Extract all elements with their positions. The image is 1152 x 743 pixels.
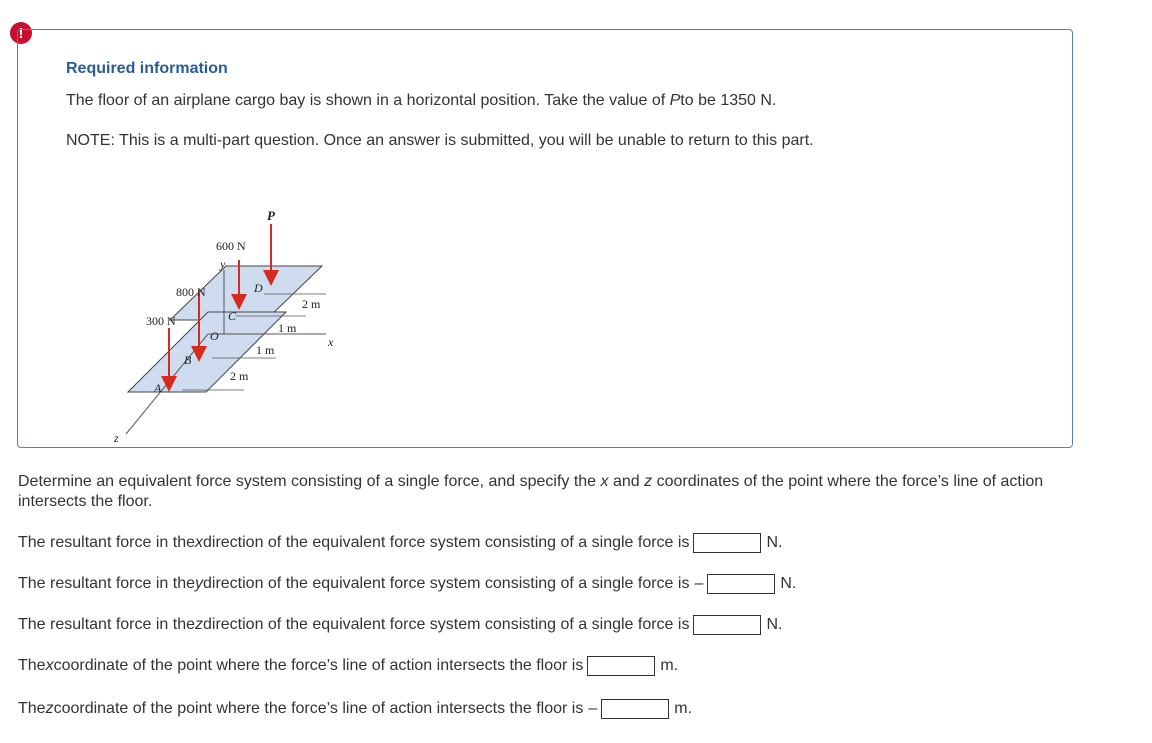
x-coordinate-input[interactable] bbox=[587, 656, 655, 676]
row-resultant-z: The resultant force in the z direction of the equivalent force system consisting of a single force is N. bbox=[18, 616, 783, 633]
label-c: C bbox=[228, 309, 237, 323]
row-resultant-x: The resultant force in the x direction of the equivalent force system consisting of a single force is N. bbox=[18, 534, 783, 551]
problem-description: The floor of an airplane cargo bay is shown in a horizontal position. Take the value of Pto be 1350 N. bbox=[66, 92, 777, 109]
row-x-coordinate: The x coordinate of the point where the force’s line of action intersects the floor is m. bbox=[18, 657, 679, 674]
label-a: A bbox=[154, 381, 162, 395]
required-information-panel bbox=[17, 29, 1073, 448]
label-d: D bbox=[254, 281, 263, 295]
label-o: O bbox=[210, 329, 219, 343]
label-1m-mid: 1 m bbox=[256, 343, 275, 357]
label-p: P bbox=[267, 208, 275, 223]
alert-icon: ! bbox=[10, 22, 32, 44]
label-2m-top: 2 m bbox=[302, 297, 321, 311]
z-coordinate-input[interactable] bbox=[601, 699, 669, 719]
label-2m-bottom: 2 m bbox=[230, 369, 249, 383]
required-information-title: Required information bbox=[66, 60, 228, 77]
question-prompt: Determine an equivalent force system consisting of a single force, and specify the x and z coordinates of the point where the force’s line of action intersects the floor. bbox=[18, 473, 1044, 510]
label-600n: 600 N bbox=[216, 239, 246, 253]
label-1m-top: 1 m bbox=[278, 321, 297, 335]
label-axis-y: y bbox=[220, 257, 226, 271]
negative-sign: – bbox=[694, 575, 704, 592]
row-resultant-y: The resultant force in the y direction of the equivalent force system consisting of a single force is – N. bbox=[18, 575, 797, 592]
cargo-bay-figure bbox=[114, 208, 366, 458]
row-z-coordinate: The z coordinate of the point where the force’s line of action intersects the floor is – m. bbox=[18, 700, 693, 717]
label-b: B bbox=[184, 353, 192, 367]
label-axis-x: x bbox=[328, 335, 334, 349]
label-300n: 300 N bbox=[146, 314, 176, 328]
resultant-x-input[interactable] bbox=[693, 533, 761, 553]
multi-part-note: NOTE: This is a multi-part question. Once an answer is submitted, you will be unable to return to this part. bbox=[66, 132, 814, 149]
resultant-z-input[interactable] bbox=[693, 615, 761, 635]
label-800n: 800 N bbox=[176, 285, 206, 299]
negative-sign: – bbox=[588, 700, 598, 717]
label-axis-z: z bbox=[114, 431, 119, 445]
resultant-y-input[interactable] bbox=[707, 574, 775, 594]
